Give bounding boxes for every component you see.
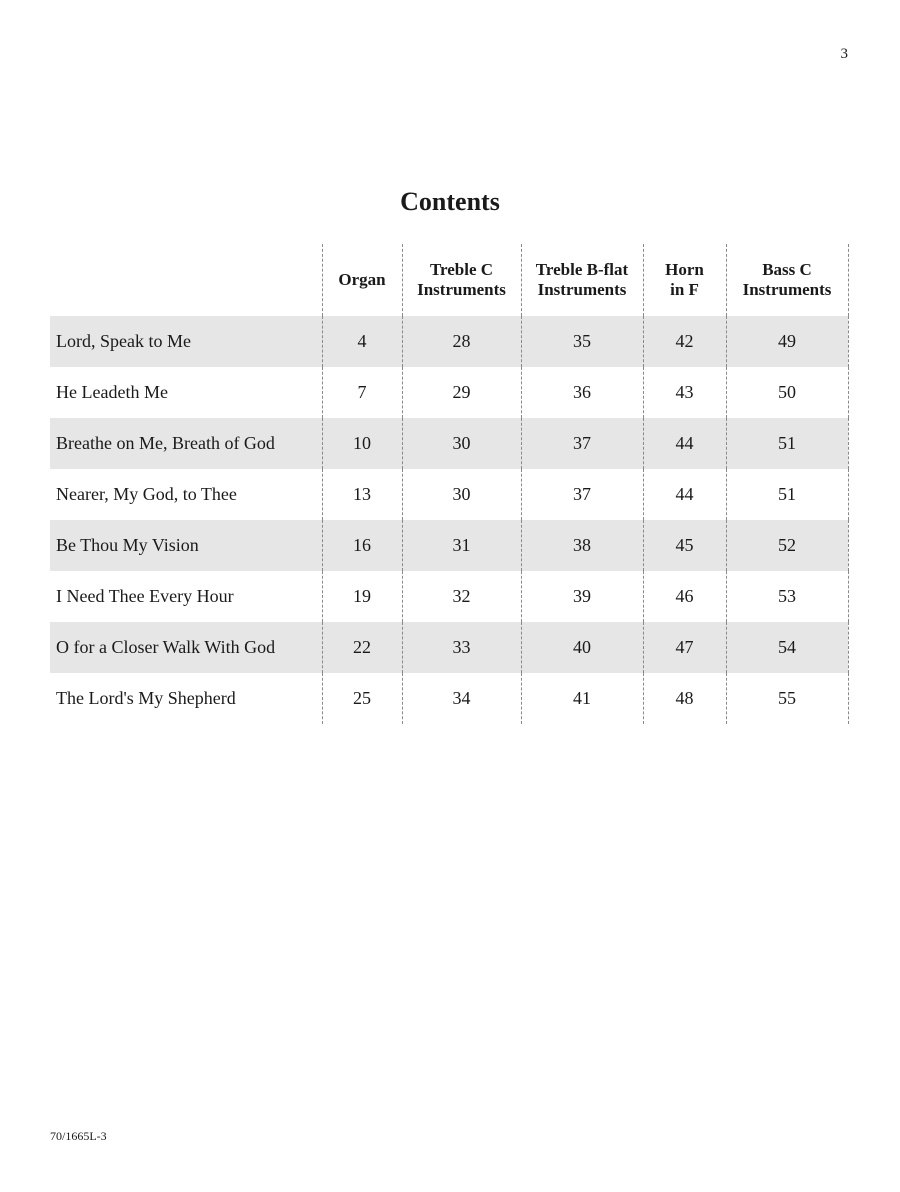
treble-bflat-page: 37 <box>521 469 643 520</box>
table-row <box>50 367 848 418</box>
header-row <box>50 244 848 316</box>
table-row <box>50 673 848 724</box>
treble-bflat-page: 38 <box>521 520 643 571</box>
column-header-line2: in F <box>670 280 699 299</box>
song-title: The Lord's My Shepherd <box>56 688 236 708</box>
horn-f-page: 45 <box>643 520 726 571</box>
column-header-line1: Treble B-flat <box>535 260 629 279</box>
organ-page: 10 <box>322 418 402 469</box>
bass-c-page: 53 <box>726 571 848 622</box>
column-header-line2: Instruments <box>417 280 506 299</box>
organ-page: 19 <box>322 571 402 622</box>
contents-table <box>50 244 849 724</box>
bass-c-page: 50 <box>726 367 848 418</box>
treble-c-page: 30 <box>402 418 521 469</box>
column-header-organ <box>322 244 402 316</box>
bass-c-page: 51 <box>726 469 848 520</box>
header-blank <box>50 244 322 316</box>
song-title: Be Thou My Vision <box>50 520 322 571</box>
organ-page: 25 <box>322 673 402 724</box>
organ-page: 22 <box>322 622 402 673</box>
organ-page: 4 <box>322 316 402 367</box>
treble-c-page: 31 <box>402 520 521 571</box>
treble-c-page: 32 <box>402 571 521 622</box>
treble-bflat-page: 40 <box>521 622 643 673</box>
column-header-line1: Bass C <box>762 260 812 279</box>
table-row <box>50 469 848 520</box>
song-title: O for a Closer Walk With God <box>50 622 322 673</box>
column-header-treble-bflat <box>521 244 643 316</box>
table-row <box>50 520 848 571</box>
column-header-line1: Horn <box>665 260 704 279</box>
treble-c-page: 34 <box>402 673 521 724</box>
song-title: Nearer, My God, to Thee <box>56 484 237 504</box>
treble-bflat-page: 36 <box>521 367 643 418</box>
organ-page: 16 <box>322 520 402 571</box>
horn-f-page: 43 <box>643 367 726 418</box>
song-title: Lord, Speak to Me <box>50 316 322 367</box>
horn-f-page: 46 <box>643 571 726 622</box>
table-row <box>50 316 848 367</box>
bass-c-page: 54 <box>726 622 848 673</box>
column-header-treble-c <box>402 244 521 316</box>
column-header-horn-f <box>643 244 726 316</box>
footer-catalog-code: 70/1665L-3 <box>50 1129 107 1143</box>
page-title: Contents <box>400 187 500 216</box>
horn-f-page: 48 <box>643 673 726 724</box>
table-row <box>50 622 848 673</box>
column-header-line1: Organ <box>338 270 386 289</box>
horn-f-page: 44 <box>643 418 726 469</box>
table-row <box>50 571 848 622</box>
table-row <box>50 418 848 469</box>
treble-c-page: 30 <box>402 469 521 520</box>
song-title: He Leadeth Me <box>56 382 168 402</box>
bass-c-page: 55 <box>726 673 848 724</box>
song-title: I Need Thee Every Hour <box>56 586 234 606</box>
column-header-line2: Instruments <box>742 280 832 299</box>
treble-bflat-page: 39 <box>521 571 643 622</box>
organ-page: 13 <box>322 469 402 520</box>
bass-c-page: 49 <box>726 316 848 367</box>
column-header-line2: Instruments <box>537 280 627 299</box>
treble-bflat-page: 37 <box>521 418 643 469</box>
treble-c-page: 29 <box>402 367 521 418</box>
treble-bflat-page: 41 <box>521 673 643 724</box>
bass-c-page: 52 <box>726 520 848 571</box>
organ-page: 7 <box>322 367 402 418</box>
horn-f-page: 47 <box>643 622 726 673</box>
treble-c-page: 28 <box>402 316 521 367</box>
horn-f-page: 44 <box>643 469 726 520</box>
column-header-line1: Treble C <box>429 260 494 279</box>
song-title: Breathe on Me, Breath of God <box>50 418 322 469</box>
treble-c-page: 33 <box>402 622 521 673</box>
treble-bflat-page: 35 <box>521 316 643 367</box>
bass-c-page: 51 <box>726 418 848 469</box>
horn-f-page: 42 <box>643 316 726 367</box>
column-header-bass-c <box>726 244 848 316</box>
page-number: 3 <box>840 46 848 62</box>
